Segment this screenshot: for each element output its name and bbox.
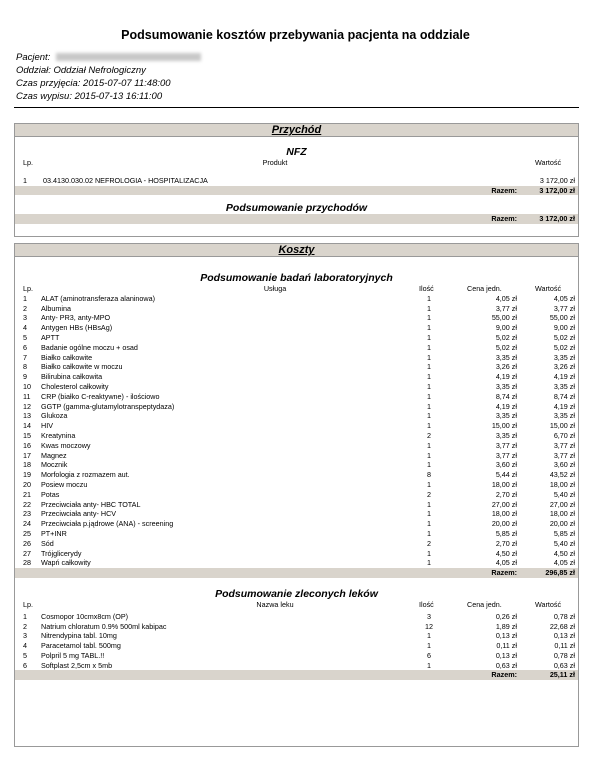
cell-qty: 1 — [427, 641, 431, 651]
cell-qty: 1 — [427, 479, 431, 489]
cell-lp: 3 — [23, 313, 27, 323]
cell-lp: 16 — [23, 440, 31, 450]
income-column-header — [15, 158, 578, 168]
table-row — [15, 333, 578, 343]
cell-name: Kwas moczowy — [41, 440, 91, 450]
cell-lp: 14 — [23, 421, 31, 431]
cell-price: 4,19 zł — [495, 401, 517, 411]
table-row: 1 03.4130.030.02 NEFROLOGIA - HOSPITALIZACJA 3 172,00 zł — [23, 175, 575, 185]
col-lp: Lp. — [23, 158, 33, 167]
nfz-title: NFZ — [286, 146, 307, 158]
cell-value: 3,35 zł — [553, 411, 575, 421]
table-row — [15, 392, 578, 402]
cell-value: 43,52 zł — [549, 470, 575, 480]
med-title: Podsumowanie zleconych leków — [215, 587, 378, 600]
cell-value: 4,19 zł — [553, 372, 575, 382]
costs-band: Koszty — [15, 244, 578, 257]
cell-name: Sód — [41, 538, 54, 548]
table-row — [15, 460, 578, 470]
cell-value: 0,13 zł — [553, 631, 575, 641]
cell-qty: 2 — [427, 489, 431, 499]
cell-lp: 28 — [23, 558, 31, 568]
income-summary-sum-row: Razem: 3 172,00 zł — [15, 214, 578, 224]
cell-qty: 1 — [427, 421, 431, 431]
cell-price: 15,00 zł — [491, 421, 517, 431]
cell-qty: 1 — [427, 293, 431, 303]
admission-time: Czas przyjęcia: 2015-07-07 11:48:00 — [16, 78, 171, 89]
cell-value: 0,78 zł — [553, 611, 575, 621]
cell-name: Białko całkowite — [41, 352, 93, 362]
cell-qty: 1 — [427, 528, 431, 538]
table-row — [15, 558, 578, 568]
table-row — [15, 294, 578, 304]
cell-price: 3,77 zł — [495, 450, 517, 460]
cell-value: 5,02 zł — [553, 332, 575, 342]
cell-value: 9,00 zł — [553, 323, 575, 333]
cell-name: Wapń całkowity — [41, 558, 91, 568]
cell-lp: 15 — [23, 430, 31, 440]
patient-line — [16, 52, 201, 64]
cell-name: APTT — [41, 332, 60, 342]
cell-qty: 1 — [427, 440, 431, 450]
cell-qty: 1 — [427, 372, 431, 382]
cell-lp: 5 — [23, 650, 27, 660]
med-column-header: Lp. Nazwa leku Ilość Cena jedn. Wartość — [23, 599, 562, 609]
cell-qty: 8 — [427, 470, 431, 480]
cell-lp: 24 — [23, 519, 31, 529]
cell-lp: 4 — [23, 641, 27, 651]
cell-name: Glukoza — [41, 411, 68, 421]
table-row — [15, 431, 578, 441]
cell-name: GGTP (gamma-glutamylotranspeptydaza) — [41, 401, 175, 411]
cell-lp: 10 — [23, 381, 31, 391]
income-sum-row: Razem: 3 172,00 zł — [15, 186, 578, 196]
cell-price: 27,00 zł — [491, 499, 517, 509]
cell-qty: 1 — [427, 499, 431, 509]
cell-value: 15,00 zł — [549, 421, 575, 431]
cell-value: 0,63 zł — [553, 660, 575, 670]
cell-price: 0,63 zł — [495, 660, 517, 670]
lab-column-header: Lp. Usługa Ilość Cena jedn. Wartość — [23, 284, 562, 293]
cell-price: 0,13 zł — [495, 650, 517, 660]
cell-name: Potas — [41, 489, 60, 499]
cell-qty: 3 — [427, 611, 431, 621]
cell-name: Natrium chloratum 0.9% 500ml kabipac — [41, 621, 167, 631]
table-row — [15, 651, 578, 661]
table-row — [15, 362, 578, 372]
col-product: Produkt — [262, 158, 288, 167]
cell-value: 5,02 zł — [553, 342, 575, 352]
cell-name: Softplast 2,5cm x 5mb — [41, 660, 113, 670]
costs-section — [14, 243, 579, 747]
income-section — [14, 123, 579, 237]
cell-qty: 1 — [427, 450, 431, 460]
cell-price: 4,19 zł — [495, 372, 517, 382]
cell-price: 5,85 zł — [495, 528, 517, 538]
cell-name: Polpril 5 mg TABL.!! — [41, 650, 105, 660]
cell-qty: 6 — [427, 650, 431, 660]
table-row — [15, 539, 578, 549]
table-row — [15, 451, 578, 461]
col-value: Wartość — [535, 158, 562, 167]
cell-lp: 23 — [23, 509, 31, 519]
cell-qty: 2 — [427, 430, 431, 440]
lab-sum-row: Razem: 296,85 zł — [15, 568, 578, 578]
cell-value: 5,40 zł — [553, 489, 575, 499]
cell-name: PT+INR — [41, 528, 67, 538]
lab-table — [15, 294, 578, 568]
cell-price: 3,26 zł — [495, 362, 517, 372]
cell-qty: 1 — [427, 303, 431, 313]
table-row — [15, 500, 578, 510]
cell-qty: 1 — [427, 519, 431, 529]
cell-lp: 22 — [23, 499, 31, 509]
page-title: Podsumowanie kosztów przebywania pacjenta na oddziale — [121, 28, 470, 42]
cell-qty: 1 — [427, 381, 431, 391]
cell-qty: 1 — [427, 362, 431, 372]
cell-lp: 4 — [23, 323, 27, 333]
cell-qty: 1 — [427, 352, 431, 362]
cell-lp: 25 — [23, 528, 31, 538]
cell-lp: 8 — [23, 362, 27, 372]
cell-lp: 2 — [23, 303, 27, 313]
cell-name: Kreatynina — [41, 430, 76, 440]
table-row — [15, 382, 578, 392]
table-row — [15, 661, 578, 671]
cell-price: 5,02 zł — [495, 342, 517, 352]
table-row — [15, 509, 578, 519]
cell-price: 0,11 zł — [496, 641, 517, 651]
cell-price: 4,05 zł — [495, 293, 517, 303]
cell-price: 3,60 zł — [495, 460, 517, 470]
table-row — [15, 549, 578, 559]
table-row — [15, 313, 578, 323]
cell-price: 0,13 zł — [495, 631, 517, 641]
cell-value: 18,00 zł — [549, 509, 575, 519]
cell-lp: 21 — [23, 489, 31, 499]
cell-lp: 9 — [23, 372, 27, 382]
cell-name: Paracetamol tabl. 500mg — [41, 641, 121, 651]
cell-value: 3,35 zł — [553, 381, 575, 391]
cell-name: Antygen HBs (HBsAg) — [41, 323, 113, 333]
table-row — [15, 641, 578, 651]
cell-value: 3,77 zł — [553, 450, 575, 460]
table-row — [15, 631, 578, 641]
cell-qty: 1 — [427, 332, 431, 342]
cell-value: 22,68 zł — [549, 621, 575, 631]
cell-name: Przeciwciała anty- HBC TOTAL — [41, 499, 141, 509]
department-line: Oddział: Oddział Nefrologiczny — [16, 65, 146, 76]
cell-value: 27,00 zł — [549, 499, 575, 509]
income-band: Przychód — [15, 124, 578, 137]
cell-qty: 12 — [425, 621, 433, 631]
income-summary-title: Podsumowanie przychodów — [225, 202, 368, 215]
cell-name: Przeciwciała p.jądrowe (ANA) - screening — [41, 519, 174, 529]
cell-value: 55,00 zł — [549, 313, 575, 323]
table-row — [15, 519, 578, 529]
cell-name: CRP (białko C-reaktywne) - ilościowo — [41, 391, 160, 401]
cell-value: 3,26 zł — [553, 362, 575, 372]
cell-lp: 6 — [23, 660, 27, 670]
cell-lp: 17 — [23, 450, 31, 460]
cell-price: 8,74 zł — [495, 391, 517, 401]
table-row — [15, 480, 578, 490]
cell-qty: 1 — [427, 323, 431, 333]
cell-lp: 1 — [23, 611, 27, 621]
cell-value: 8,74 zł — [553, 391, 575, 401]
cell-price: 3,77 zł — [495, 303, 517, 313]
cell-price: 2,70 zł — [495, 538, 517, 548]
cell-name: Anty- PR3, anty-MPO — [41, 313, 111, 323]
cell-price: 5,02 zł — [495, 332, 517, 342]
cell-qty: 1 — [427, 411, 431, 421]
cell-name: Posiew moczu — [41, 479, 88, 489]
cell-price: 0,26 zł — [495, 611, 517, 621]
cell-value: 3,77 zł — [553, 440, 575, 450]
cell-value: 4,05 zł — [553, 293, 575, 303]
cell-price: 18,00 zł — [491, 479, 517, 489]
cell-value: 3,77 zł — [553, 303, 575, 313]
cell-lp: 19 — [23, 470, 31, 480]
patient-label: Pacjent: — [16, 52, 51, 63]
cell-price: 5,44 zł — [495, 470, 517, 480]
cell-name: Magnez — [41, 450, 67, 460]
cell-lp: 3 — [23, 631, 27, 641]
cell-name: Badanie ogólne moczu + osad — [41, 342, 138, 352]
cell-price: 3,77 zł — [495, 440, 517, 450]
cell-price: 3,35 zł — [495, 411, 517, 421]
table-row — [15, 612, 578, 622]
cell-lp: 18 — [23, 460, 31, 470]
table-row — [15, 353, 578, 363]
cell-name: Mocznik — [41, 460, 68, 470]
med-table — [15, 612, 578, 671]
cell-lp: 6 — [23, 342, 27, 352]
cell-value: 4,50 zł — [553, 548, 575, 558]
cell-value: 4,05 zł — [553, 558, 575, 568]
cell-price: 1,89 zł — [495, 621, 517, 631]
cell-name: Cosmopor 10cmx8cm (OP) — [41, 611, 129, 621]
cell-lp: 26 — [23, 538, 31, 548]
cell-qty: 1 — [427, 660, 431, 670]
cell-qty: 1 — [427, 548, 431, 558]
table-row — [15, 411, 578, 421]
cell-value: 0,78 zł — [553, 650, 575, 660]
cell-price: 18,00 zł — [491, 509, 517, 519]
table-row — [15, 441, 578, 451]
cell-value: 5,40 zł — [553, 538, 575, 548]
cell-qty: 1 — [427, 460, 431, 470]
table-row — [15, 304, 578, 314]
cell-name: Bilirubina całkowita — [41, 372, 103, 382]
cell-qty: 1 — [427, 509, 431, 519]
table-row — [15, 402, 578, 412]
cell-name: Nitrendypina tabl. 10mg — [41, 631, 117, 641]
cell-price: 2,70 zł — [495, 489, 517, 499]
cell-price: 3,35 zł — [495, 430, 517, 440]
cell-name: Białko całkowite w moczu — [41, 362, 123, 372]
cell-lp: 27 — [23, 548, 31, 558]
cell-value: 3,35 zł — [553, 352, 575, 362]
cell-lp: 5 — [23, 332, 27, 342]
cell-value: 4,19 zł — [553, 401, 575, 411]
cell-qty: 2 — [427, 538, 431, 548]
table-row — [15, 529, 578, 539]
cell-price: 3,35 zł — [495, 381, 517, 391]
cell-qty: 1 — [427, 401, 431, 411]
cell-lp: 2 — [23, 621, 27, 631]
cell-price: 4,50 zł — [495, 548, 517, 558]
table-row — [15, 372, 578, 382]
discharge-time: Czas wypisu: 2015-07-13 16:11:00 — [16, 91, 163, 102]
cell-price: 3,35 zł — [495, 352, 517, 362]
table-row — [15, 490, 578, 500]
cell-lp: 12 — [23, 401, 31, 411]
cell-name: Albumina — [41, 303, 71, 313]
table-row — [15, 470, 578, 480]
cell-qty: 1 — [427, 391, 431, 401]
table-row — [15, 622, 578, 632]
cell-price: 4,05 zł — [495, 558, 517, 568]
cell-qty: 1 — [427, 342, 431, 352]
cell-name: ALAT (aminotransferaza alaninowa) — [41, 293, 155, 303]
lab-title: Podsumowanie badań laboratoryjnych — [200, 272, 393, 284]
redacted-patient-name — [56, 53, 201, 61]
cell-value: 20,00 zł — [549, 519, 575, 529]
cell-price: 9,00 zł — [495, 323, 517, 333]
cell-lp: 11 — [23, 391, 31, 401]
cell-value: 6,70 zł — [553, 430, 575, 440]
cell-name: HIV — [41, 421, 53, 431]
cell-value: 0,11 zł — [554, 641, 575, 651]
med-sum-row: Razem: 25,11 zł — [15, 670, 578, 680]
cell-value: 18,00 zł — [549, 479, 575, 489]
cell-lp: 1 — [23, 293, 27, 303]
cell-price: 20,00 zł — [491, 519, 517, 529]
header-divider — [14, 107, 579, 108]
cell-name: Trójglicerydy — [41, 548, 82, 558]
cell-lp: 13 — [23, 411, 31, 421]
table-row — [15, 421, 578, 431]
cell-name: Cholesterol całkowity — [41, 381, 109, 391]
cell-price: 55,00 zł — [491, 313, 517, 323]
table-row — [15, 323, 578, 333]
cell-qty: 1 — [427, 313, 431, 323]
cell-value: 5,85 zł — [553, 528, 575, 538]
cell-name: Przeciwciała anty- HCV — [41, 509, 117, 519]
cell-qty: 1 — [427, 558, 431, 568]
cell-value: 3,60 zł — [553, 460, 575, 470]
cell-qty: 1 — [427, 631, 431, 641]
cell-lp: 7 — [23, 352, 27, 362]
cell-lp: 20 — [23, 479, 31, 489]
cell-name: Morfologia z rozmazem aut. — [41, 470, 130, 480]
table-row — [15, 343, 578, 353]
